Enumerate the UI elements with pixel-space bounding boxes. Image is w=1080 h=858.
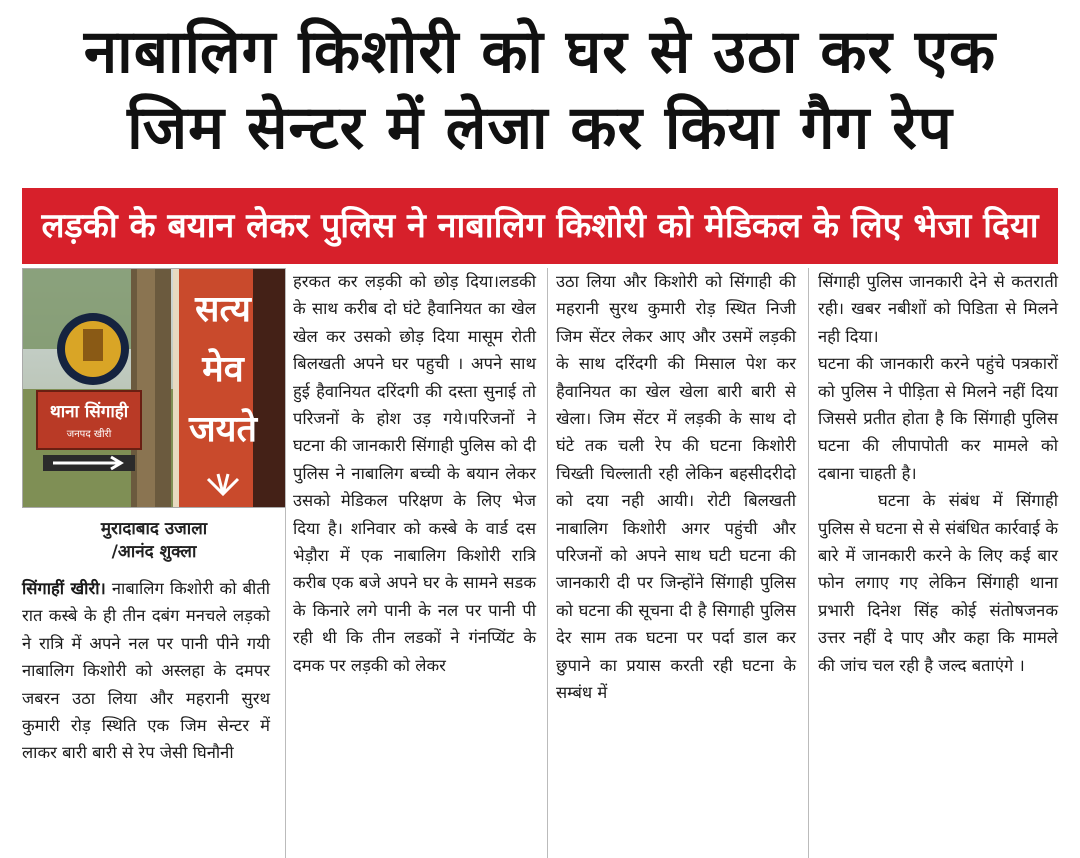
subheadline-banner: लड़की के बयान लेकर पुलिस ने नाबालिग किशोरी को मेडिकल के लिए भेजा दिया xyxy=(22,188,1058,264)
article-column-4 xyxy=(818,268,1058,679)
article-column-3 xyxy=(556,268,796,707)
byline-publication: मुरादाबाद उजाला xyxy=(100,519,208,539)
headline-line-1: नाबालिग किशोरी को घर से उठा कर एक xyxy=(83,17,997,87)
news-photo xyxy=(22,268,286,508)
headline xyxy=(0,14,1080,166)
article-text-4b: घटना की जानकारी करने पहुंचे पत्रकारों को पुलिस ने पीड़िता से मिलने नहीं दिया जिससे प्रतीत होता है कि सिंगाही पुलिस घटना की लीपापोती कर मामले को दबाना चाहती है। xyxy=(818,354,1058,483)
column-divider xyxy=(808,268,809,858)
column-divider xyxy=(285,268,286,858)
svg-text:जयते: जयते xyxy=(188,409,258,450)
article-column-2 xyxy=(293,268,536,679)
headline-line-2: जिम सेन्टर में लेजा कर किया गैग रेप xyxy=(127,93,953,163)
article-text-4a: सिंगाही पुलिस जानकारी देने से कतराती रही। खबर नबीशों को पिडिता से मिलने नही दिया। xyxy=(818,272,1058,346)
svg-text:जनपद खीरी: जनपद खीरी xyxy=(66,429,112,440)
byline xyxy=(22,516,286,562)
article-text-2: हरकत कर लड़की को छोड़ दिया।लडकी के साथ करीब दो घंटे हैवानियत का खेल खेल कर उसको छोड़ दिया मासूम रोती बिलखती अपने घर पहुची । अपने साथ हुई हैवानियत दरिंदगी की दस्ता सुनाई तो परिजनों के होश उड़ गये।परिजनों ने घटना की जानकारी सिंगाही पुलिस को दी पुलिस ने नाबालिग बच्ची के बयान लेकर उसको मेडिकल परिक्षण के लिए भेज दिया है। शनिवार को कस्बे के वार्ड दस भेड़ौरा में एक नाबालिग किशोरी रात्रि करीब एक बजे अपने घर के सामने सडक के किनारे लगे पानी के नल पर पानी पी रही थी कि तीन लडकों ने गंनप्यिंट के दमक पर लड़की को लेकर xyxy=(293,272,536,675)
article-text-4c: घटना के संबंध में सिंगाही पुलिस से घटना से से संबंधित कार्रवाई के बारे में जानकारी करने के लिए कई बार फोन लगाए गए लेकिन सिंगाही थाना प्रभारी दिनेश सिंह कोई संतोषजनक उत्तर नहीं दे पाए और कहा कि मामले की जांच चल रही है जल्द बताएंगे । xyxy=(818,491,1058,675)
dateline: सिंगाहीं खीरी। xyxy=(22,579,106,598)
svg-text:सत्य: सत्य xyxy=(195,289,251,330)
article-text-3: उठा लिया और किशोरी को सिंगाही की महरानी सुरथ कुमारी रोड़ स्थित निजी जिम सेंटर लेकर आए और उसमें लड़की के साथ दरिंदगी की मिसाल पेश कर हैवानियत का खेल खेला बारी बारी से खेला। जिम सेंटर में लड़की के साथ दो घंटे तक चली रेप की घटना किशोरी चिख्ती चिल्लाती रही लेकिन बहसीदरीदो को दया नही आयी। रोटी बिलखती नाबालिग किशोरी अगर पहुंची और परिजनों को अपने साथ घटी घटना की जानकारी दी पर जिन्होंने सिंगाही पुलिस को घटना की सूचना दी है सिगाही पुलिस देर साम तक घटना पर पर्दा डाल कर छुपाने का प्रयास करती रही घटना के सम्बंध में xyxy=(556,272,796,703)
byline-author: /आनंद शुक्ला xyxy=(111,542,197,562)
article-column-1 xyxy=(22,575,270,767)
svg-text:थाना सिंगाही: थाना सिंगाही xyxy=(49,402,129,422)
article-text-1: नाबालिग किशोरी को बीती रात कस्बे के ही तीन दबंग मनचले लड़को ने रात्रि में अपने नल पर पानी पीने गयी नाबालिग किशोरी को अस्लहा के दमपर जबरन उठा लिया और महरानी सुरथ कुमारी रोड़ स्थिति एक जिम सेन्टर में लाकर बारी बारी से रेप जेसी घिनौनी xyxy=(22,579,270,763)
column-divider xyxy=(547,268,548,858)
police-station-sign-image xyxy=(23,269,286,508)
svg-text:मेव: मेव xyxy=(202,349,244,390)
